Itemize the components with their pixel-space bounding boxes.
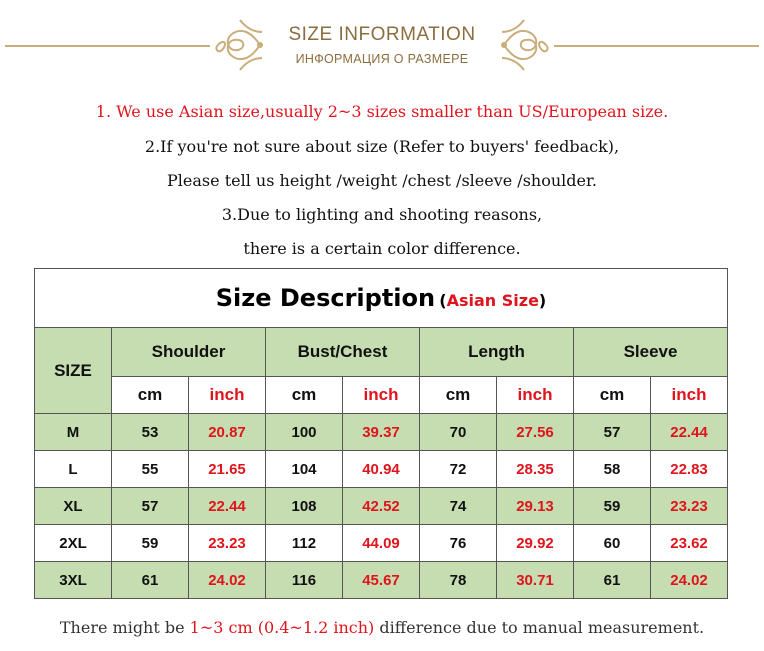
table-row — [35, 451, 728, 488]
table-cell: 39.37 — [343, 414, 420, 451]
size-label-cell: L — [35, 451, 112, 488]
table-cell: 76 — [420, 525, 497, 562]
table-cell: 24.02 — [651, 562, 728, 599]
size-info-banner — [0, 0, 764, 90]
table-row — [35, 488, 728, 525]
header-bust-chest: Bust/Chest — [266, 328, 420, 377]
table-header-row — [35, 328, 728, 377]
header-length: Length — [420, 328, 574, 377]
banner-divider-right — [554, 45, 759, 47]
table-cell: 30.71 — [497, 562, 574, 599]
table-cell: 22.44 — [651, 414, 728, 451]
table-caption-title: Size Description — [215, 284, 436, 312]
table-cell: 20.87 — [189, 414, 266, 451]
table-cell: 40.94 — [343, 451, 420, 488]
size-label-cell: XL — [35, 488, 112, 525]
table-caption-subtitle: Asian Size — [446, 291, 539, 310]
ornament-right-icon — [498, 10, 554, 80]
table-cell: 24.02 — [189, 562, 266, 599]
table-cell: 28.35 — [497, 451, 574, 488]
table-cell: 27.56 — [497, 414, 574, 451]
footer-note — [0, 618, 764, 637]
footer-text-after: difference due to manual measurement. — [374, 618, 705, 637]
table-cell: 104 — [266, 451, 343, 488]
note-asian-size: 1. We use Asian size,usually 2~3 sizes smaller than US/European size. — [95, 102, 669, 121]
size-label-cell: 2XL — [35, 525, 112, 562]
table-cell: 29.92 — [497, 525, 574, 562]
note-color-difference: there is a certain color difference. — [243, 239, 521, 258]
caption-paren-close: ) — [538, 291, 547, 310]
note-measurements-request: Please tell us height /weight /chest /sleeve /shoulder. — [167, 171, 597, 190]
note-lighting: 3.Due to lighting and shooting reasons, — [221, 205, 543, 224]
unit-inch: inch — [497, 377, 574, 414]
table-cell: 78 — [420, 562, 497, 599]
table-cell: 61 — [112, 562, 189, 599]
table-row — [35, 414, 728, 451]
header-sleeve: Sleeve — [574, 328, 728, 377]
banner-subtitle: ИНФОРМАЦИЯ О РАЗМЕРЕ — [295, 52, 469, 66]
table-cell: 116 — [266, 562, 343, 599]
footer-highlight: 1~3 cm (0.4~1.2 inch) — [189, 618, 375, 637]
unit-cm: cm — [112, 377, 189, 414]
table-cell: 42.52 — [343, 488, 420, 525]
size-label-cell: 3XL — [35, 562, 112, 599]
footer-text-before: There might be — [59, 618, 190, 637]
table-cell: 108 — [266, 488, 343, 525]
table-cell: 22.83 — [651, 451, 728, 488]
unit-cm: cm — [574, 377, 651, 414]
table-cell: 53 — [112, 414, 189, 451]
note-size-unsure: 2.If you're not sure about size (Refer to buyers' feedback), — [144, 137, 620, 156]
ornament-left-icon — [210, 10, 266, 80]
table-row — [35, 562, 728, 599]
table-cell: 57 — [112, 488, 189, 525]
caption-paren-open: ( — [439, 291, 447, 310]
table-cell: 59 — [574, 488, 651, 525]
table-cell: 23.23 — [189, 525, 266, 562]
unit-inch: inch — [343, 377, 420, 414]
table-caption — [35, 269, 728, 328]
table-cell: 112 — [266, 525, 343, 562]
size-label-cell: M — [35, 414, 112, 451]
table-cell: 23.23 — [651, 488, 728, 525]
unit-inch: inch — [651, 377, 728, 414]
table-cell: 70 — [420, 414, 497, 451]
table-cell: 59 — [112, 525, 189, 562]
table-cell: 100 — [266, 414, 343, 451]
table-cell: 58 — [574, 451, 651, 488]
table-cell: 29.13 — [497, 488, 574, 525]
size-table — [34, 268, 728, 599]
table-cell: 72 — [420, 451, 497, 488]
header-size: SIZE — [35, 328, 112, 414]
table-cell: 44.09 — [343, 525, 420, 562]
unit-inch: inch — [189, 377, 266, 414]
table-cell: 22.44 — [189, 488, 266, 525]
banner-divider-left — [5, 45, 210, 47]
table-cell: 60 — [574, 525, 651, 562]
table-cell: 23.62 — [651, 525, 728, 562]
table-cell: 45.67 — [343, 562, 420, 599]
unit-cm: cm — [420, 377, 497, 414]
table-cell: 21.65 — [189, 451, 266, 488]
banner-title: SIZE INFORMATION — [288, 24, 476, 45]
table-cell: 57 — [574, 414, 651, 451]
table-row — [35, 525, 728, 562]
table-cell: 74 — [420, 488, 497, 525]
table-cell: 55 — [112, 451, 189, 488]
table-cell: 61 — [574, 562, 651, 599]
unit-cm: cm — [266, 377, 343, 414]
table-units-row — [35, 377, 728, 414]
header-shoulder: Shoulder — [112, 328, 266, 377]
